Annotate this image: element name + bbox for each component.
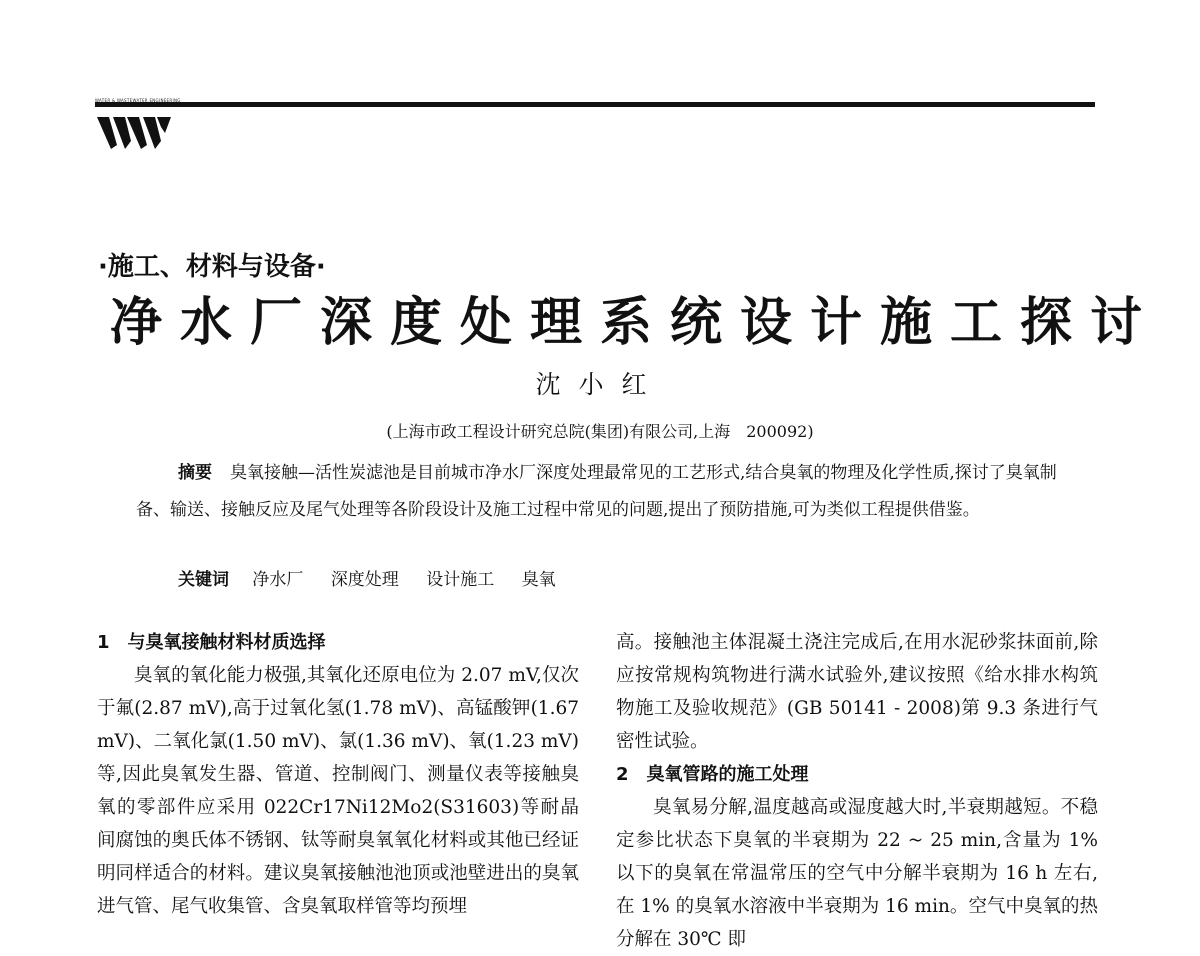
keyword: 设计施工 xyxy=(426,570,495,590)
keyword: 净水厂 xyxy=(252,570,304,590)
section-heading: 1 与臭氧接触材料材质选择 xyxy=(97,632,326,653)
keywords xyxy=(178,565,578,590)
journal-name-small: WATER & WASTEWATER ENGINEERING xyxy=(95,98,181,103)
body-column-right xyxy=(616,626,1098,956)
body-paragraph-continued: 高。接触池主体混凝土浇注完成后,在用水泥砂浆抹面前,除应按常规构筑物进行满水试验外,建议按照《给水排水构筑物施工及验收规范》(GB 50141 - 2008)第 9.3 条进行气密性试验。 xyxy=(616,632,1098,752)
abstract xyxy=(136,455,1066,529)
abstract-text: 臭氧接触—活性炭滤池是目前城市净水厂深度处理最常见的工艺形式,结合臭氧的物理及化学性质,探讨了臭氧制备、输送、接触反应及尾气处理等各阶段设计及施工过程中常见的问题,提出了预防措施,可为类似工程提供借鉴。 xyxy=(136,463,1057,520)
keywords-label: 关键词 xyxy=(178,570,229,590)
body-paragraph: 臭氧的氧化能力极强,其氧化还原电位为 2.07 mV,仅次于氟(2.87 mV),高于过氧化氢(1.78 mV)、高锰酸钾(1.67 mV)、二氧化氯(1.50 mV)、氯(1.36 mV)、氧(1.23 mV)等,因此臭氧发生器、管道、控制阀门、测量仪表等接触臭氧的零部件应采用 022Cr17Ni12Mo2(S31603)等耐晶间腐蚀的奥氏体不锈钢、钛等耐臭氧氧化材料或其他已经证明同样适合的材料。建议臭氧接触池池顶或池壁进出的臭氧进气管、尾气收集管、含臭氧取样管等均预埋 xyxy=(97,665,579,917)
abstract-text-block xyxy=(136,455,1066,529)
author-name: 沈小红 xyxy=(535,370,665,399)
section-label: ·施工、材料与设备· xyxy=(98,252,326,282)
section-heading: 2 臭氧管路的施工处理 xyxy=(616,764,809,785)
author-affiliation: (上海市政工程设计研究总院(集团)有限公司,上海 200092) xyxy=(386,422,814,441)
journal-logo xyxy=(95,113,175,157)
abstract-label: 摘要 xyxy=(178,463,212,483)
article-title: 净水厂深度处理系统设计施工探讨 xyxy=(110,292,1161,353)
w-logo-icon xyxy=(95,113,175,153)
body-column-left xyxy=(97,626,579,923)
keyword: 臭氧 xyxy=(521,570,556,590)
keyword: 深度处理 xyxy=(330,570,399,590)
header-rule xyxy=(95,102,1095,107)
body-paragraph: 臭氧易分解,温度越高或湿度越大时,半衰期越短。不稳定参比状态下臭氧的半衰期为 22 ~ 25 min,含量为 1% 以下的臭氧在常温常压的空气中分解半衰期为 16 h 左右,在 1% 的臭氧水溶液中半衰期为 16 min。空气中臭氧的热分解在 30℃ 即 xyxy=(616,797,1098,950)
